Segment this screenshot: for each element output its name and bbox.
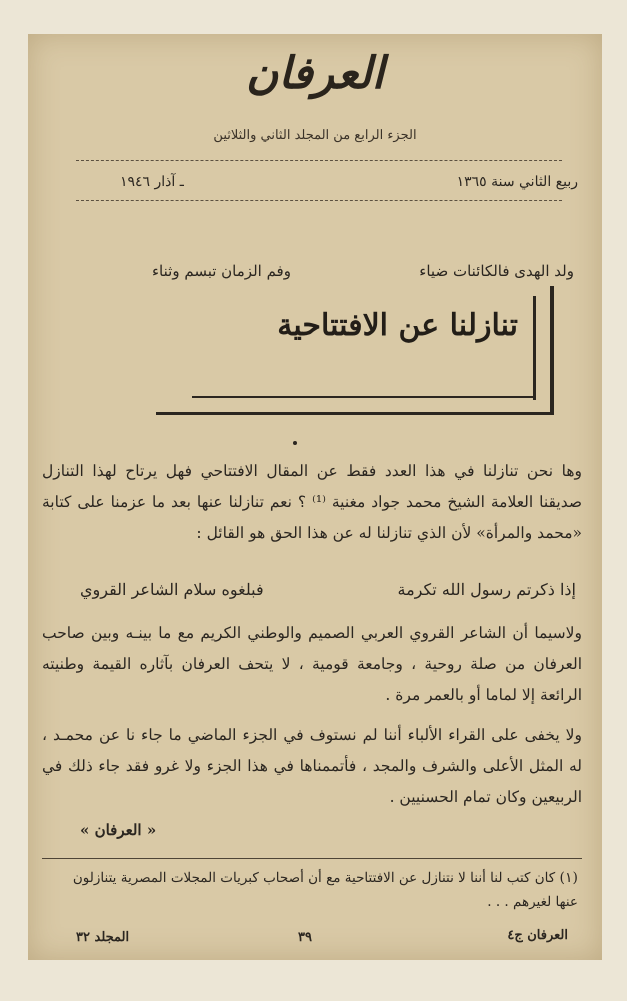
page-number: ٣٩ [298, 930, 312, 945]
article-paragraph-2: ولاسيما أن الشاعر القروي العربي الصميم والوطني الكريم مع ما بينـه وبين صاحب العرفان من صلة روحية ، وجامعة قومية ، لا يتحف العرفان بآثاره القيمة وطنيته الرائعة إلا لماما أو بالعمر مرة . [42, 624, 582, 704]
date-hijri: ربيع الثاني سنة ١٣٦٥ [456, 174, 578, 190]
footnote-marker: (١) [559, 870, 578, 886]
article-paragraph-3: ولا يخفى على القراء الألباء أننا لم نستوف في الجزء الماضي ما جاء نا عن محمـد ، له المثل الأعلى والشرف والمجد ، فأتممناها في هذا الجزء ولا غرو فقد جاء ذلك في الربيعين وكان تمام الحسنيين . [42, 726, 582, 806]
poem-second-hemistich: فبلغوه سلام الشاعر القروي [80, 580, 264, 599]
article-signature: « العرفان » [80, 821, 157, 839]
header-rule-top [76, 160, 562, 161]
header-rule-bottom [76, 200, 562, 201]
date-gregorian: ـ آذار ١٩٤٦ [120, 174, 184, 190]
verse-second-hemistich: وفم الزمان تبسم وثناء [152, 262, 291, 280]
footer-issue: العرفان ج٤ [507, 928, 568, 943]
poem-first-hemistich: إذا ذكرتم رسول الله تكرمة [397, 580, 576, 599]
separator-dot [293, 441, 297, 445]
article-paragraph-1: وها نحن تنازلنا في هذا العدد فقط عن المقال الافتتاحي فهل يرتاح لهذا التنازل صديقنا العلامة الشيخ محمد جواد مغنية ⁽¹⁾ ؟ نعم تنازلنا عنها بعد ما عزمنا على كتابة «محمد والمرأة» لأن الذي تنازلنا له عن هذا الحق هو القائل : [42, 462, 582, 542]
title-frame [156, 286, 554, 415]
magazine-page [28, 34, 602, 960]
article-title: تنازلنا عن الافتتاحية [277, 308, 518, 343]
footnote-rule [42, 858, 582, 859]
issue-line: الجزء الرابع من المجلد الثاني والثلاثين [213, 128, 417, 143]
footer-volume: المجلد ٣٢ [76, 930, 130, 945]
masthead-title: العرفان [246, 48, 384, 99]
footnote-text: كان كتب لنا أننا لا نتنازل عن الافتتاحية مع أن أصحاب كبريات المجلات المصرية يتنازلون عنها لغيرهم . . . [72, 870, 578, 910]
verse-first-hemistich: ولد الهدى فالكائنات ضياء [419, 262, 574, 280]
footnote [50, 866, 578, 914]
